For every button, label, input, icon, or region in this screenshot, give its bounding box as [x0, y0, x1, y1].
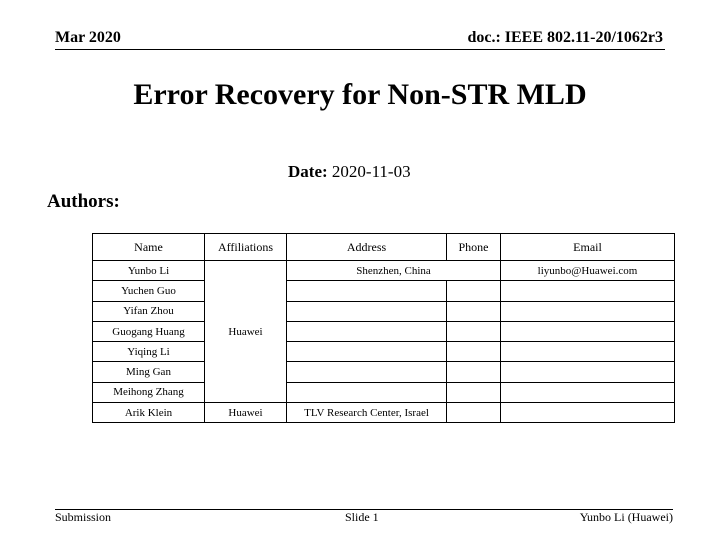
footer-author: Yunbo Li (Huawei)	[579, 510, 673, 524]
author-email	[501, 362, 675, 382]
header-affiliations: Affiliations	[205, 234, 287, 261]
header-date: Mar 2020	[55, 29, 121, 46]
author-phone	[447, 382, 501, 402]
author-name: Meihong Zhang	[93, 382, 205, 402]
table-row	[93, 403, 675, 423]
table-row	[93, 261, 675, 281]
footer-submission: Submission	[55, 510, 112, 524]
header-email: Email	[501, 234, 675, 261]
authors-label: Authors:	[47, 191, 120, 212]
header-address: Address	[287, 234, 447, 261]
author-affiliation: Huawei	[205, 403, 287, 423]
table-header-row	[93, 234, 675, 261]
header-phone: Phone	[447, 234, 501, 261]
author-email	[501, 301, 675, 321]
author-name: Yifan Zhou	[93, 301, 205, 321]
author-phone	[447, 403, 501, 423]
author-phone	[447, 281, 501, 301]
table-row	[93, 382, 675, 402]
author-address: Shenzhen, China	[287, 261, 501, 281]
table-row	[93, 362, 675, 382]
author-phone	[447, 301, 501, 321]
authors-table	[92, 233, 675, 423]
author-name: Yiqing Li	[93, 342, 205, 362]
author-email	[501, 382, 675, 402]
author-email: liyunbo@Huawei.com	[501, 261, 675, 281]
author-phone	[447, 342, 501, 362]
slide-title: Error Recovery for Non-STR MLD	[133, 78, 587, 111]
author-name: Yunbo Li	[93, 261, 205, 281]
author-email	[501, 321, 675, 341]
author-email	[501, 281, 675, 301]
author-address	[287, 301, 447, 321]
author-phone	[447, 362, 501, 382]
table-row	[93, 342, 675, 362]
author-phone	[447, 321, 501, 341]
date-line	[288, 162, 411, 182]
footer-slide-number: Slide 1	[345, 510, 379, 524]
author-address	[287, 321, 447, 341]
date-label: Date:	[288, 162, 328, 181]
author-name: Yuchen Guo	[93, 281, 205, 301]
author-address	[287, 281, 447, 301]
date-value: 2020-11-03	[331, 162, 411, 181]
table-row	[93, 321, 675, 341]
author-name: Guogang Huang	[93, 321, 205, 341]
author-address	[287, 342, 447, 362]
author-name: Arik Klein	[93, 403, 205, 423]
author-email	[501, 403, 675, 423]
table-row	[93, 281, 675, 301]
author-address: TLV Research Center, Israel	[287, 403, 447, 423]
author-affiliation: Huawei	[205, 261, 287, 403]
header-doc-id: doc.: IEEE 802.11-20/1062r3	[467, 29, 663, 46]
author-address	[287, 362, 447, 382]
header-divider	[55, 49, 665, 50]
table-row	[93, 301, 675, 321]
author-email	[501, 342, 675, 362]
header-name: Name	[93, 234, 205, 261]
author-address	[287, 382, 447, 402]
author-name: Ming Gan	[93, 362, 205, 382]
